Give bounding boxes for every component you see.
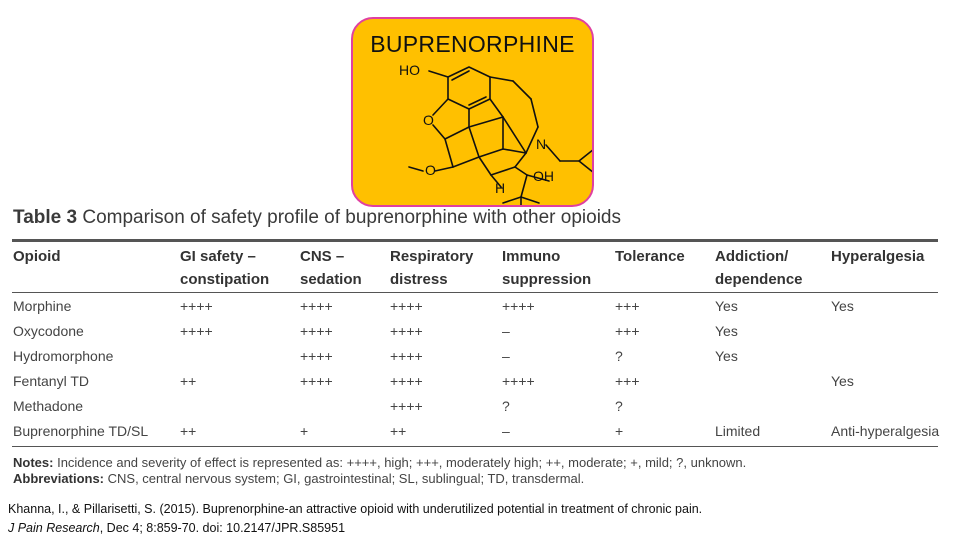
cell-immuno: ? (502, 398, 510, 414)
methoxy-oxygen-label: O (425, 162, 436, 178)
header-cns: CNS – sedation (300, 248, 362, 288)
citation-details: , Dec 4; 8:859-70. doi: 10.2147/JPR.S85951 (99, 521, 346, 535)
table-header-rule (12, 292, 938, 293)
abbreviations-text: CNS, central nervous system; GI, gastrointestinal; SL, sublingual; TD, transdermal. (107, 471, 585, 486)
cell-hyperalgesia: Anti-hyperalgesia (831, 423, 940, 439)
cell-gi-safety: ++++ (180, 298, 213, 314)
abbreviations-label: Abbreviations: (13, 471, 105, 486)
citation-line-1: Khanna, I., & Pillarisetti, S. (2015). Buprenorphine-an attractive opioid with underutilized potential in treatment of chronic pain. (8, 502, 703, 516)
cell-addiction: Yes (715, 298, 738, 314)
cell-opioid: Morphine (13, 298, 72, 314)
header-hyperalgesia: Hyperalgesia (831, 248, 925, 265)
cell-tolerance: +++ (615, 298, 640, 314)
cell-gi-safety: ++ (180, 423, 197, 439)
cell-immuno: – (502, 348, 510, 364)
cell-cns: + (300, 423, 309, 439)
drug-title: BUPRENORPHINE (370, 31, 575, 57)
cell-respiratory: ++ (390, 423, 407, 439)
cell-addiction: Yes (715, 323, 738, 339)
cell-opioid: Hydromorphone (13, 348, 114, 364)
citation-journal: J Pain Research (8, 521, 100, 535)
header-tolerance: Tolerance (615, 248, 685, 265)
cell-respiratory: ++++ (390, 398, 423, 414)
table-caption (13, 207, 621, 229)
nitrogen-label: N (536, 136, 547, 152)
cell-respiratory: ++++ (390, 323, 423, 339)
table-title: Comparison of safety profile of buprenorphine with other opioids (82, 207, 621, 228)
cell-gi-safety: ++++ (180, 323, 213, 339)
cell-tolerance: +++ (615, 323, 640, 339)
hydrogen-label: H (495, 180, 506, 196)
header-addiction: Addiction/ dependence (715, 248, 803, 288)
header-respiratory: Respiratory distress (390, 248, 474, 288)
cell-addiction: Limited (715, 423, 761, 439)
hydroxyl-label: HO (399, 62, 420, 78)
table-bottom-rule (12, 446, 938, 447)
notes-label: Notes: (13, 455, 54, 470)
header-immuno: Immuno suppression (502, 248, 592, 288)
cell-respiratory: ++++ (390, 348, 423, 364)
cell-tolerance: ? (615, 398, 623, 414)
cell-hyperalgesia: Yes (831, 298, 854, 314)
cell-hyperalgesia: Yes (831, 373, 854, 389)
table-number: Table 3 (13, 207, 78, 228)
cell-cns: ++++ (300, 323, 333, 339)
table-notes (13, 455, 746, 487)
cell-cns: ++++ (300, 373, 333, 389)
tertiary-hydroxyl-label: OH (533, 168, 554, 184)
cell-opioid: Methadone (13, 398, 84, 414)
cell-cns: ++++ (300, 298, 333, 314)
cell-respiratory: ++++ (390, 298, 423, 314)
cell-cns: ++++ (300, 348, 333, 364)
cell-immuno: – (502, 323, 510, 339)
notes-text: Incidence and severity of effect is represented as: ++++, high; +++, moderately high; ++, moderate; +, mild; ?, unknown. (57, 455, 747, 470)
table-top-rule (12, 239, 938, 242)
cell-gi-safety: ++ (180, 373, 197, 389)
cell-respiratory: ++++ (390, 373, 423, 389)
citation (8, 500, 702, 538)
cell-opioid: Fentanyl TD (13, 373, 89, 389)
citation-line-2 (8, 519, 702, 538)
cell-tolerance: +++ (615, 373, 640, 389)
cell-immuno: – (502, 423, 510, 439)
header-opioid: Opioid (13, 248, 61, 265)
cell-addiction: Yes (715, 348, 738, 364)
cell-tolerance: + (615, 423, 624, 439)
title-box (351, 17, 594, 207)
cell-opioid: Oxycodone (13, 323, 84, 339)
header-gi-safety: GI safety – constipation (180, 248, 270, 288)
buprenorphine-structure-image (353, 57, 594, 207)
ether-oxygen-label: O (423, 112, 434, 128)
cell-immuno: ++++ (502, 373, 535, 389)
cell-immuno: ++++ (502, 298, 535, 314)
cell-tolerance: ? (615, 348, 623, 364)
cell-opioid: Buprenorphine TD/SL (13, 423, 149, 439)
